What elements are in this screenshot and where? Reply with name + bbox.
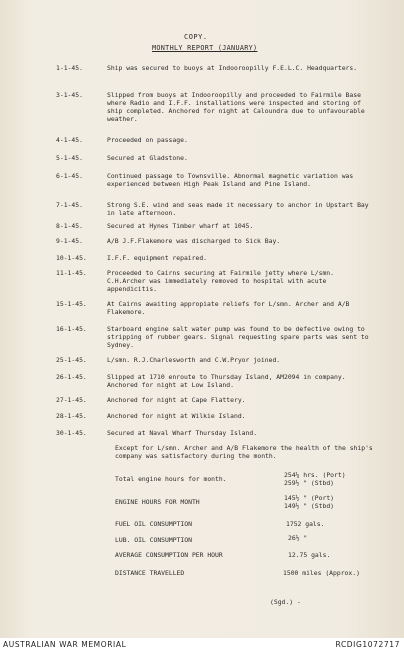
lub-label: LUB. OIL CONSUMPTION [115, 536, 192, 544]
fuel-label: FUEL OIL CONSUMPTION [115, 520, 192, 528]
entry-date: 4-1-45. [56, 136, 83, 144]
entry-text: Secured at Naval Wharf Thursday Island. [107, 429, 258, 437]
engine-hours-stbd: 259½ " (Stbd) [284, 479, 335, 487]
entry-date: 6-1-45. [56, 172, 83, 180]
entry-date: 5-1-45. [56, 154, 83, 162]
engine-month-port: 145½ " (Port) [284, 494, 335, 502]
distance-value: 1500 miles (Approx.) [283, 569, 360, 577]
entry-date: 27-1-45. [56, 396, 87, 404]
footer-left: AUSTRALIAN WAR MEMORIAL [3, 640, 127, 649]
entry-date: 26-1-45. [56, 373, 87, 381]
engine-hours-label: Total engine hours for month. [115, 475, 227, 483]
distance-label: DISTANCE TRAVELLED [115, 569, 185, 577]
average-value: 12.75 gals. [288, 551, 331, 559]
entry-text: At Cairns awaiting appropiate reliefs for L/smn. Archer and A/B Flakemore. [107, 300, 350, 316]
entry-date: 7-1-45. [56, 201, 83, 209]
entry-date: 1-1-45. [56, 64, 83, 72]
entry-text: Secured at Gladstone. [107, 154, 188, 162]
entry-text: Slipped from buoys at Indooroopilly and proceeded to Fairmile Base where Radio and I.F.F. installations were inspected and storing of ship completed. Anchored for night at Caloundra due to unfavourable weather. [107, 91, 365, 123]
entry-text: Starboard engine salt water pump was found to be defective owing to stripping of rubber gears. Signal requesting spare parts was sent to Sydney. [107, 325, 369, 349]
entry-text: Proceeded to Cairns securing at Fairmile jetty where L/smn. C.H.Archer was immediately removed to hospital with acute appendicitis. [107, 269, 335, 293]
entry-text: Ship was secured to buoys at Indooroopilly F.E.L.C. Headquarters. [107, 64, 358, 72]
average-label: AVERAGE CONSUMPTION PER HOUR [115, 551, 223, 559]
entry-text: Slipped at 1710 enroute to Thursday Island, AM2094 in company. Anchored for night at Low Island. [107, 373, 346, 389]
closing-text: Except for L/smn. Archer and A/B Flakemore the health of the ship's company was satisfactory during the month. [115, 444, 373, 460]
entry-date: 10-1-45. [56, 254, 87, 262]
engine-hours-port: 254¼ hrs. (Port) [284, 471, 346, 479]
entry-text: A/B J.F.Flakemore was discharged to Sick Bay. [107, 237, 281, 245]
archive-footer [0, 638, 404, 654]
entry-text: Secured at Hynes Timber wharf at 1045. [107, 222, 254, 230]
entry-date: 28-1-45. [56, 412, 87, 420]
entry-date: 11-1-45. [56, 269, 87, 277]
copy-label: COPY. [184, 33, 208, 41]
entry-date: 16-1-45. [56, 325, 87, 333]
entry-text: Strong S.E. wind and seas made it necessary to anchor in Upstart Bay in late afternoon. [107, 201, 369, 217]
lub-value: 26½ " [288, 534, 308, 542]
engine-month-label: ENGINE HOURS FOR MONTH [115, 498, 200, 506]
entry-text: I.F.F. equipment repaired. [107, 254, 208, 262]
entry-date: 9-1-45. [56, 237, 83, 245]
entry-text: Continued passage to Townsville. Abnormal magnetic variation was experienced between High Peak Island and Pine Island. [107, 172, 354, 188]
entry-date: 3-1-45. [56, 91, 83, 99]
fuel-value: 1752 gals. [286, 520, 325, 528]
entry-date: 25-1-45. [56, 356, 87, 364]
entry-text: Proceeded on passage. [107, 136, 188, 144]
entry-date: 15-1-45. [56, 300, 87, 308]
footer-right: RCDIG1072717 [335, 640, 400, 649]
signature: (Sgd.) - [270, 598, 301, 606]
entry-text: L/smn. R.J.Charlesworth and C.W.Pryor joined. [107, 356, 281, 364]
engine-month-stbd: 149½ " (Stbd) [284, 502, 335, 510]
entry-text: Anchored for night at Cape Flattery. [107, 396, 246, 404]
entry-text: Anchored for night at Wilkie Island. [107, 412, 246, 420]
report-title: MONTHLY REPORT (JANUARY) [152, 44, 258, 52]
entry-date: 8-1-45. [56, 222, 83, 230]
entry-date: 30-1-45. [56, 429, 87, 437]
